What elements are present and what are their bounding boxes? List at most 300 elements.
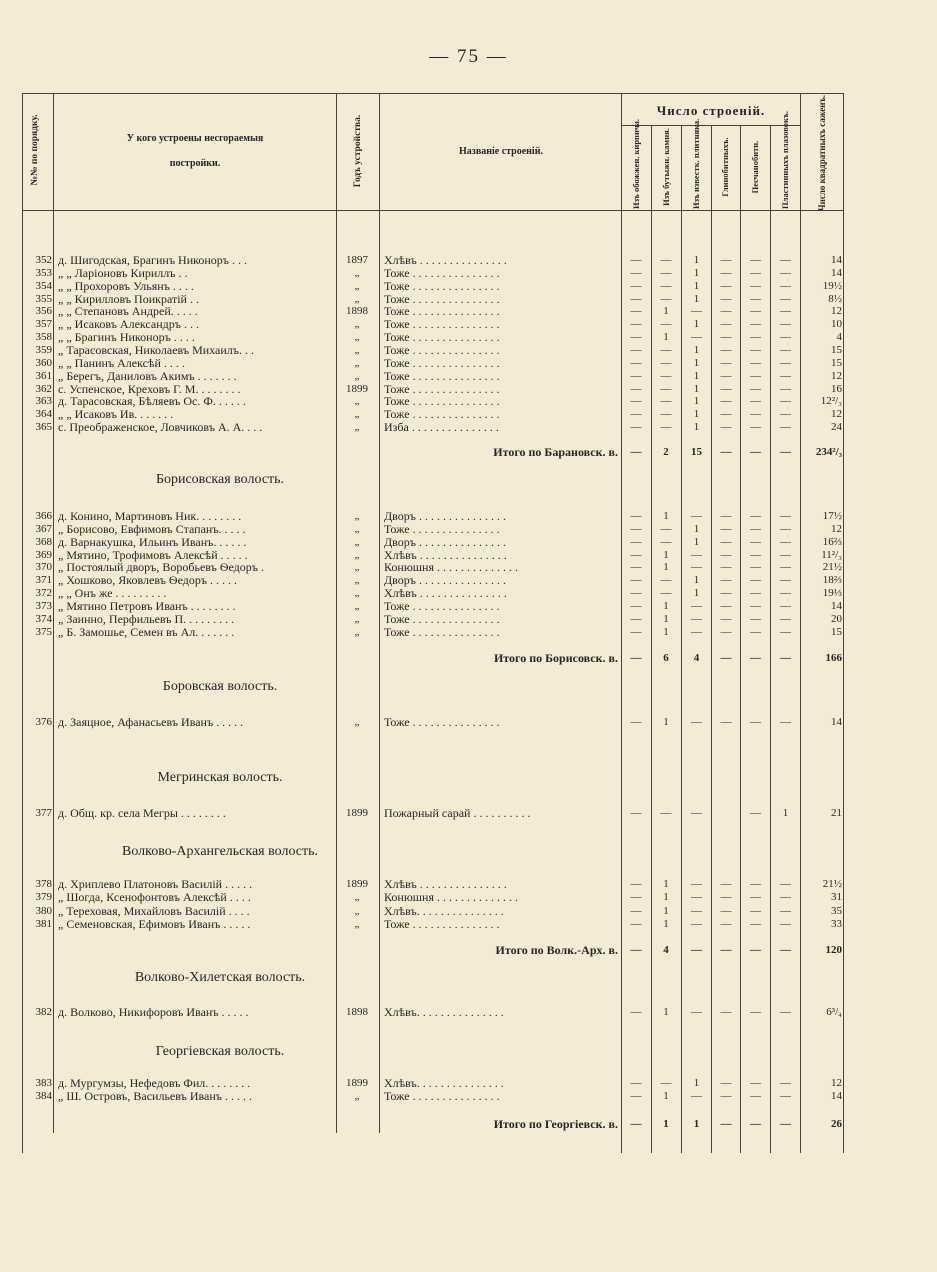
row-number: 360 <box>35 356 52 369</box>
count-cell: — <box>780 356 791 369</box>
header-col-area: Число квадратныхъ саженъ. <box>817 95 827 211</box>
area-cell: 14 <box>831 1090 842 1103</box>
count-cell: — <box>720 1006 732 1018</box>
total-count-cell: — <box>691 944 702 956</box>
count-cell: 1 <box>663 891 669 904</box>
area-cell: 19⅓ <box>822 587 842 600</box>
count-cell: — <box>720 587 732 600</box>
count-cell: — <box>660 574 672 587</box>
table-row <box>0 421 937 434</box>
building-name: Тоже . . . . . . . . . . . . . . . <box>384 1090 500 1104</box>
area-cell: 12 <box>831 408 842 421</box>
building-name: Конюшня . . . . . . . . . . . . . . <box>384 561 518 575</box>
row-number: 355 <box>35 292 52 305</box>
count-cell: — <box>630 254 642 266</box>
year-built: „ <box>354 369 360 382</box>
count-cell: — <box>630 574 642 587</box>
building-name: Тоже . . . . . . . . . . . . . . . <box>384 305 500 319</box>
area-cell: 14 <box>831 254 842 266</box>
table-row <box>0 905 937 918</box>
area-cell: 12 <box>831 1077 842 1089</box>
count-cell: — <box>691 561 702 574</box>
total-label: Итого по Борисовск. в. <box>493 651 618 665</box>
area-cell: 8½ <box>828 292 842 305</box>
count-cell: — <box>750 1006 761 1018</box>
row-number: 352 <box>35 254 52 266</box>
count-cell: — <box>720 535 732 548</box>
owner-name: д. Шигодская, Брагинъ Никоноръ . . . <box>58 254 247 267</box>
count-cell: — <box>630 266 642 279</box>
count-cell: 1 <box>663 1006 669 1018</box>
total-area-cell: 26 <box>831 1118 842 1130</box>
count-cell: 1 <box>663 599 669 612</box>
row-number: 382 <box>35 1006 52 1018</box>
count-cell: 1 <box>663 625 669 638</box>
count-cell: — <box>750 904 761 917</box>
table-row <box>0 344 937 357</box>
owner-name: „ Семеновская, Ефимовъ Иванъ . . . . . <box>58 918 251 932</box>
count-cell: — <box>750 716 761 728</box>
owner-name: „ „ Исаковъ Ив. . . . . . . <box>58 408 174 422</box>
row-number: 362 <box>35 382 52 395</box>
count-cell: — <box>660 408 672 421</box>
count-cell: — <box>780 343 791 356</box>
count-cell: — <box>720 522 732 535</box>
table-row <box>0 523 937 536</box>
count-cell: 1 <box>693 266 700 279</box>
area-cell: 21 <box>831 807 842 819</box>
table-row <box>0 254 937 267</box>
table-row <box>0 408 937 421</box>
count-cell: 1 <box>663 612 669 625</box>
building-name: Хлѣвъ. . . . . . . . . . . . . . . <box>384 904 504 918</box>
header-sub-3: Изъ известк. плитняка. <box>691 118 701 209</box>
total-count-cell: — <box>750 652 761 664</box>
header-sub-4: Глинобитныхъ. <box>720 137 730 197</box>
building-name: Пожарный сарай . . . . . . . . . . <box>384 807 531 820</box>
building-name: Дворъ . . . . . . . . . . . . . . . <box>384 510 506 523</box>
table-row <box>0 1077 937 1090</box>
row-number: 374 <box>35 612 52 625</box>
table-row <box>0 716 937 729</box>
count-cell: — <box>691 612 702 625</box>
count-cell: — <box>720 266 732 279</box>
count-cell: — <box>720 382 732 395</box>
building-name: Хлѣвъ. . . . . . . . . . . . . . . <box>384 1077 504 1090</box>
count-cell: — <box>750 561 761 574</box>
count-cell: — <box>630 587 642 600</box>
count-cell: 1 <box>663 510 669 522</box>
count-cell: — <box>720 305 732 318</box>
building-name: Изба . . . . . . . . . . . . . . . <box>384 421 499 435</box>
count-cell: 1 <box>782 807 789 819</box>
count-cell: 1 <box>693 587 700 600</box>
area-cell: 18⅔ <box>822 574 842 587</box>
year-built: „ <box>354 522 360 535</box>
row-number: 371 <box>35 574 52 587</box>
count-cell: — <box>750 918 761 931</box>
count-cell: — <box>780 878 791 890</box>
count-cell: — <box>691 904 702 917</box>
count-cell: — <box>750 356 761 369</box>
total-count-cell: — <box>780 446 791 458</box>
count-cell: — <box>630 522 642 535</box>
count-cell: — <box>720 510 732 522</box>
area-cell: 17½ <box>822 510 842 522</box>
count-cell: — <box>630 369 642 382</box>
year-built: „ <box>354 561 360 574</box>
count-cell: — <box>630 408 642 421</box>
area-cell: 21½ <box>822 561 842 574</box>
table-row <box>0 357 937 370</box>
year-built: 1899 <box>346 382 368 395</box>
count-cell: 1 <box>663 716 669 728</box>
count-cell: — <box>750 292 761 305</box>
area-cell: 20 <box>831 612 842 625</box>
count-cell: — <box>660 292 672 305</box>
row-number: 381 <box>35 918 52 931</box>
count-cell: — <box>750 369 761 382</box>
building-name: Тоже . . . . . . . . . . . . . . . <box>384 279 500 293</box>
owner-name: „ „ Исаковъ Александръ . . . <box>58 318 199 332</box>
area-cell: 12 <box>831 305 842 318</box>
count-cell: — <box>630 612 642 625</box>
count-cell: 1 <box>663 548 669 561</box>
count-cell: — <box>780 891 791 904</box>
row-number: 363 <box>35 395 52 408</box>
count-cell: 1 <box>693 535 700 548</box>
count-cell: — <box>780 599 791 612</box>
table-row <box>0 267 937 280</box>
total-count-cell: — <box>750 944 761 956</box>
count-cell: — <box>750 612 761 625</box>
count-cell: — <box>720 548 732 561</box>
count-cell: — <box>660 421 672 434</box>
count-cell: 1 <box>693 318 700 331</box>
area-cell: 16⅔ <box>822 535 842 548</box>
year-built: „ <box>354 356 360 369</box>
total-area-cell: 234²/₃ <box>815 446 842 458</box>
count-cell: — <box>750 535 761 548</box>
total-row <box>0 446 937 459</box>
count-cell: — <box>660 522 672 535</box>
total-count-cell: 2 <box>663 446 669 458</box>
total-count-cell: 4 <box>663 944 669 956</box>
total-count-cell: — <box>630 652 642 664</box>
owner-name: „ Заинно, Перфильевъ П. . . . . . . . . <box>58 612 235 626</box>
count-cell: — <box>660 395 672 408</box>
year-built: „ <box>354 625 360 638</box>
table-row <box>0 1090 937 1103</box>
total-count-cell: — <box>780 944 791 956</box>
count-cell: 1 <box>663 331 669 344</box>
total-row <box>0 1118 937 1131</box>
table-row <box>0 305 937 318</box>
area-cell: 21½ <box>822 878 842 890</box>
row-number: 380 <box>35 904 52 917</box>
area-cell: 35 <box>831 904 842 917</box>
count-cell: — <box>750 318 761 331</box>
count-cell: — <box>630 1090 642 1103</box>
owner-name: д. Заяцное, Афанасьевъ Иванъ . . . . . <box>58 716 244 729</box>
total-count-cell: 1 <box>663 1118 669 1130</box>
table-row <box>0 878 937 891</box>
year-built: „ <box>354 318 360 331</box>
area-cell: 10 <box>831 318 842 331</box>
table-row <box>0 549 937 562</box>
count-cell: — <box>750 305 761 318</box>
row-number: 364 <box>35 408 52 421</box>
year-built: „ <box>354 292 360 305</box>
row-number: 379 <box>35 891 52 904</box>
building-name: Конюшня . . . . . . . . . . . . . . <box>384 891 518 905</box>
count-cell: — <box>630 561 642 574</box>
count-cell: 1 <box>693 279 700 292</box>
area-cell: 11²/₃ <box>821 548 842 561</box>
count-cell: 1 <box>693 343 700 356</box>
count-cell: — <box>720 292 732 305</box>
header-col-num: №№ по порядку. <box>30 114 40 186</box>
area-cell: 4 <box>836 331 842 344</box>
count-cell: — <box>780 587 791 600</box>
count-cell: — <box>660 254 672 266</box>
count-cell: — <box>691 891 702 904</box>
count-cell: — <box>750 891 761 904</box>
count-cell: — <box>780 292 791 305</box>
row-number: 376 <box>35 716 52 728</box>
owner-name: „ „ Онъ же . . . . . . . . . <box>58 587 167 601</box>
count-cell: — <box>720 612 732 625</box>
count-cell: — <box>691 918 702 931</box>
table-row <box>0 574 937 587</box>
owner-name: „ „ Брагинъ Никоноръ . . . . <box>58 331 195 345</box>
count-cell: — <box>630 292 642 305</box>
total-row <box>0 944 937 957</box>
year-built: „ <box>354 904 360 917</box>
table-row <box>0 395 937 408</box>
year-built: „ <box>354 408 360 421</box>
count-cell: — <box>691 599 702 612</box>
building-name: Хлѣвъ . . . . . . . . . . . . . . . <box>384 548 507 562</box>
total-label: Итого по Волк.-Арх. в. <box>495 943 618 957</box>
count-cell: — <box>750 266 761 279</box>
owner-name: „ Мятино, Трофимовъ Алексѣй . . . . . <box>58 548 248 562</box>
count-cell: — <box>780 382 791 395</box>
year-built: „ <box>354 331 360 344</box>
count-cell: — <box>750 279 761 292</box>
year-built: „ <box>354 535 360 548</box>
count-cell: — <box>780 1077 791 1089</box>
owner-name: д. Мургумзы, Нефедовъ Фил. . . . . . . . <box>58 1077 251 1090</box>
year-built: „ <box>354 599 360 612</box>
count-cell: — <box>630 904 642 917</box>
table-row <box>0 510 937 523</box>
count-cell: — <box>630 891 642 904</box>
table-row <box>0 918 937 931</box>
header-sub-6: Пластинныхъ плазовокъ. <box>780 111 790 209</box>
header-sub-2: Изъ бутыжн. камня. <box>661 128 671 206</box>
count-cell: — <box>630 535 642 548</box>
table-row <box>0 626 937 639</box>
count-cell: — <box>780 1006 791 1018</box>
total-count-cell: — <box>720 1118 732 1130</box>
count-cell: — <box>630 421 642 434</box>
count-cell: — <box>780 574 791 587</box>
owner-name: с. Успенское, Креховъ Г. М. . . . . . . . <box>58 382 241 396</box>
area-cell: 15 <box>831 343 842 356</box>
row-number: 357 <box>35 318 52 331</box>
count-cell: — <box>780 395 791 408</box>
count-cell: — <box>660 279 672 292</box>
row-number: 372 <box>35 587 52 600</box>
count-cell: — <box>660 807 672 819</box>
count-cell: — <box>630 395 642 408</box>
count-cell: — <box>720 599 732 612</box>
count-cell: — <box>750 395 761 408</box>
row-number: 384 <box>35 1090 52 1103</box>
count-cell: — <box>720 395 732 408</box>
count-cell: — <box>630 1006 642 1018</box>
year-built: „ <box>354 510 360 522</box>
building-name: Тоже . . . . . . . . . . . . . . . <box>384 522 500 536</box>
row-number: 373 <box>35 599 52 612</box>
year-built: „ <box>354 421 360 434</box>
area-cell: 14 <box>831 599 842 612</box>
area-cell: 12²/₃ <box>820 395 842 408</box>
count-cell: — <box>780 318 791 331</box>
count-cell: — <box>750 382 761 395</box>
area-cell: 6³/₄ <box>826 1006 842 1018</box>
count-cell: — <box>630 343 642 356</box>
building-name: Хлѣвъ . . . . . . . . . . . . . . . <box>384 878 507 891</box>
building-name: Тоже . . . . . . . . . . . . . . . <box>384 408 500 422</box>
count-cell: — <box>630 716 642 728</box>
row-number: 365 <box>35 421 52 434</box>
count-cell: — <box>720 408 732 421</box>
count-cell: — <box>691 305 702 318</box>
count-cell: 1 <box>693 292 700 305</box>
row-number: 375 <box>35 625 52 638</box>
count-cell: — <box>780 918 791 931</box>
owner-name: д. Хриплево Платоновъ Василій . . . . . <box>58 878 253 891</box>
count-cell: — <box>630 331 642 344</box>
count-cell: — <box>720 561 732 574</box>
year-built: „ <box>354 343 360 356</box>
table-row <box>0 331 937 344</box>
count-cell: — <box>691 807 702 819</box>
count-cell: — <box>720 343 732 356</box>
count-cell: — <box>660 587 672 600</box>
year-built: „ <box>354 574 360 587</box>
count-cell: — <box>630 382 642 395</box>
count-cell: — <box>660 356 672 369</box>
section-heading: Борисовская волость. <box>155 472 285 487</box>
count-cell: — <box>660 1077 672 1089</box>
section-heading: Боровская волость. <box>162 679 278 694</box>
count-cell: — <box>780 1090 791 1103</box>
table-row <box>0 370 937 383</box>
total-count-cell: 15 <box>691 446 702 458</box>
count-cell: — <box>750 408 761 421</box>
year-built: 1898 <box>346 1006 368 1018</box>
header-sub-1: Изъ обожжен. кирпича. <box>631 118 641 209</box>
table-row <box>0 891 937 904</box>
building-name: Хлѣвъ . . . . . . . . . . . . . . . <box>384 254 507 267</box>
total-label: Итого по Георгіевск. в. <box>493 1117 618 1131</box>
count-cell: — <box>750 331 761 344</box>
building-name: Тоже . . . . . . . . . . . . . . . <box>384 343 500 357</box>
count-cell: — <box>780 408 791 421</box>
building-name: Тоже . . . . . . . . . . . . . . . <box>384 625 500 639</box>
count-cell: — <box>630 1077 642 1089</box>
area-cell: 14 <box>831 716 842 728</box>
count-cell: — <box>780 369 791 382</box>
total-count-cell: — <box>720 446 732 458</box>
owner-name: „ Постоялый дворъ, Воробьевъ Ѳедоръ . <box>58 561 264 575</box>
table-row <box>0 536 937 549</box>
count-cell: — <box>720 625 732 638</box>
count-cell: — <box>630 625 642 638</box>
building-name: Тоже . . . . . . . . . . . . . . . <box>384 918 500 932</box>
building-name: Тоже . . . . . . . . . . . . . . . <box>384 612 500 626</box>
row-number: 368 <box>35 535 52 548</box>
count-cell: — <box>691 625 702 638</box>
count-cell: — <box>750 510 761 522</box>
count-cell: — <box>691 716 702 728</box>
count-cell: — <box>780 625 791 638</box>
owner-name: д. Общ. кр. села Мегры . . . . . . . . <box>58 807 226 820</box>
owner-name: „ Тереховая, Михайловъ Василій . . . . <box>58 904 250 918</box>
count-cell: — <box>780 421 791 434</box>
count-cell: — <box>630 318 642 331</box>
count-cell: — <box>720 891 732 904</box>
count-cell: — <box>691 1006 702 1018</box>
count-cell: — <box>780 254 791 266</box>
count-cell: — <box>630 305 642 318</box>
row-number: 358 <box>35 331 52 344</box>
count-cell: — <box>660 535 672 548</box>
area-cell: 24 <box>831 421 842 434</box>
total-count-cell: — <box>750 446 761 458</box>
count-cell: — <box>750 421 761 434</box>
area-cell: 12 <box>831 522 842 535</box>
total-area-cell: 120 <box>825 944 842 956</box>
count-cell: — <box>750 625 761 638</box>
count-cell: — <box>660 318 672 331</box>
count-cell: 1 <box>663 918 669 931</box>
count-cell: — <box>691 510 702 522</box>
count-cell: — <box>780 279 791 292</box>
count-cell: — <box>750 1077 761 1089</box>
count-cell: 1 <box>663 1090 669 1103</box>
count-cell: — <box>630 599 642 612</box>
count-cell: — <box>720 878 732 890</box>
count-cell: — <box>780 522 791 535</box>
row-number: 367 <box>35 522 52 535</box>
building-name: Тоже . . . . . . . . . . . . . . . <box>384 599 500 613</box>
year-built: 1899 <box>346 878 368 890</box>
count-cell: — <box>780 561 791 574</box>
count-cell: 1 <box>693 408 700 421</box>
table-row <box>0 600 937 613</box>
table-row <box>0 1006 937 1019</box>
row-number: 366 <box>35 510 52 522</box>
header-col-year: Годъ устройства. <box>353 114 363 188</box>
year-built: „ <box>354 612 360 625</box>
count-cell: 1 <box>693 1077 700 1089</box>
area-cell: 31 <box>831 891 842 904</box>
count-cell: — <box>750 587 761 600</box>
